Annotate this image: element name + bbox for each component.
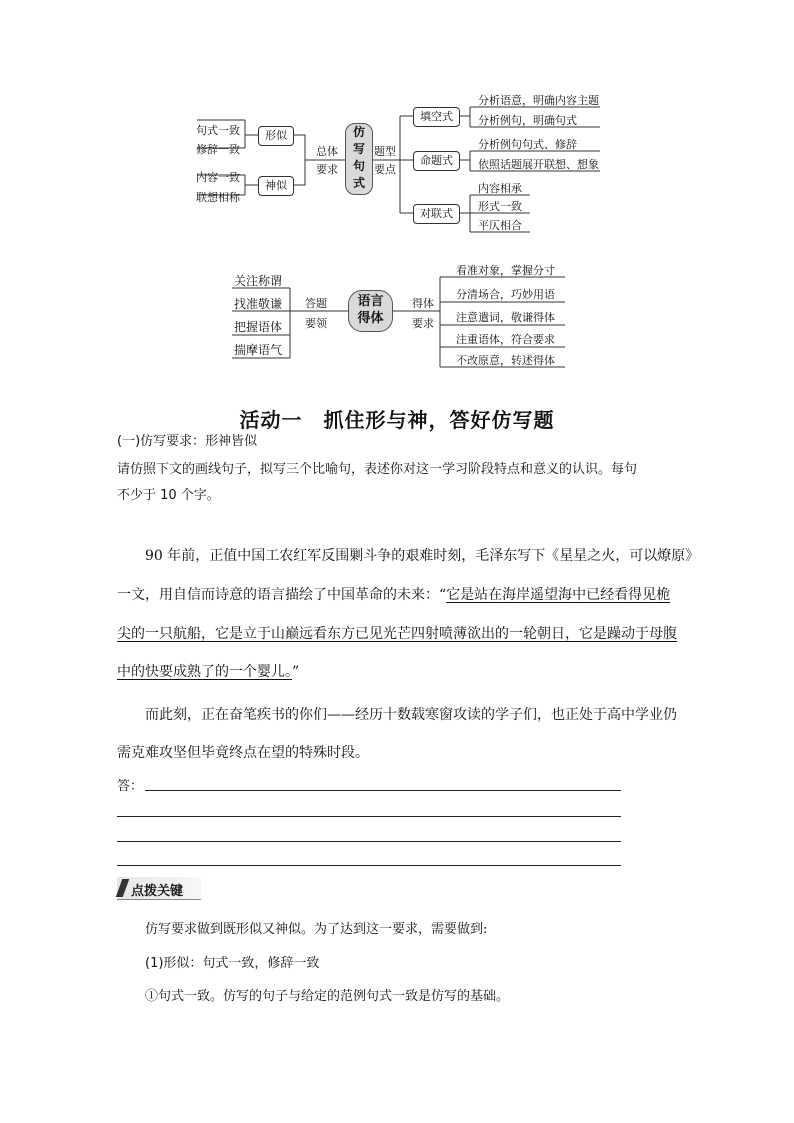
answer-label: 答： bbox=[117, 779, 144, 794]
right-item: 注重语体，符合要求 bbox=[456, 333, 555, 346]
left-req-label: 要领 bbox=[305, 317, 327, 330]
duilian-item: 平仄相合 bbox=[478, 219, 522, 232]
right-item: 分清场合，巧妙用语 bbox=[456, 288, 555, 301]
tip-line: ①句式一致。仿写的句子与给定的范例句式一致是仿写的基础。 bbox=[145, 989, 510, 1004]
left-item: 找准敬谦 bbox=[234, 297, 283, 311]
right-item: 不改原意，转述得体 bbox=[456, 354, 555, 367]
mindmap2-connectors bbox=[0, 0, 794, 380]
right-req-label: 得体 bbox=[412, 297, 434, 310]
center-node-deti bbox=[348, 290, 393, 332]
right-item: 看准对象，掌握分寸 bbox=[456, 264, 555, 277]
tip-line: (1)形似：句式一致，修辞一致 bbox=[145, 956, 320, 971]
instruction-line: 请仿照下文的画线句子，拟写三个比喻句，表述你对这一学习阶段特点和意义的认识。每句 bbox=[117, 462, 638, 477]
tag-marker-icon bbox=[116, 879, 130, 897]
node-xingsi: 形似 bbox=[258, 126, 294, 146]
answer-line[interactable] bbox=[117, 865, 621, 866]
answer-line[interactable] bbox=[145, 790, 621, 791]
node-shensi: 神似 bbox=[258, 176, 294, 196]
center-word: 得体 bbox=[357, 311, 384, 326]
left-item: 把握语体 bbox=[234, 320, 283, 334]
duilian-item: 形式一致 bbox=[478, 200, 522, 213]
left-req-label: 总体 bbox=[316, 145, 338, 158]
node-duilian: 对联式 bbox=[413, 204, 460, 224]
node-tiankong: 填空式 bbox=[413, 107, 460, 127]
para2-line: 而此刻，正在奋笔疾书的你们——经历十数载寒窗攻读的学子们，也正处于高中学业仍 bbox=[145, 707, 677, 723]
tip-label: 点拨关键 bbox=[131, 884, 184, 899]
left-req-label: 要求 bbox=[316, 163, 338, 176]
tiankong-item: 分析例句，明确句式 bbox=[478, 114, 577, 127]
xingsi-item: 修辞一致 bbox=[196, 143, 240, 156]
center-char: 仿 bbox=[352, 125, 365, 139]
mingti-item: 依照话题展开联想、想象 bbox=[478, 158, 599, 171]
shensi-item: 联想相称 bbox=[196, 191, 240, 204]
para1-line bbox=[117, 661, 682, 681]
tip-line: 仿写要求做到既形似又神似。为了达到这一要求，需要做到: bbox=[145, 922, 488, 937]
right-item: 注意遣词，敬谦得体 bbox=[456, 311, 555, 324]
instruction-line: 不少于 10 个字。 bbox=[117, 488, 220, 503]
center-char: 写 bbox=[352, 142, 365, 156]
para1-text: 一文，用自信而诗意的语言描绘了中国革命的未来：“ bbox=[117, 587, 447, 603]
answer-line[interactable] bbox=[117, 816, 621, 817]
left-item: 关注称谓 bbox=[234, 274, 283, 288]
underlined-sentence: 中的快要成熟了的一个婴儿。 bbox=[117, 664, 292, 680]
right-req-label: 要点 bbox=[374, 163, 396, 176]
shensi-item: 内容一致 bbox=[196, 171, 240, 184]
section-title: (一)仿写要求：形神皆似 bbox=[117, 434, 258, 449]
para2-line: 需克难攻坚但毕竟终点在望的特殊时段。 bbox=[117, 745, 369, 761]
center-char: 式 bbox=[352, 176, 365, 190]
tip-tag bbox=[117, 877, 201, 900]
tiankong-item: 分析语意，明确内容主题 bbox=[478, 94, 599, 107]
center-char: 句 bbox=[352, 159, 365, 173]
para1-line bbox=[117, 584, 682, 604]
underlined-sentence: 它是站在海岸遥望海中已经看得见桅 bbox=[446, 587, 671, 603]
mingti-item: 分析例句句式、修辞 bbox=[478, 138, 577, 151]
para1-line bbox=[117, 623, 682, 643]
underlined-sentence: 尖的一只航船，它是立于山巅远看东方已见光芒四射喷薄欲出的一轮朝日，它是躁动于母腹 bbox=[117, 626, 677, 642]
activity-heading: 活动一 抓住形与神，答好仿写题 bbox=[239, 408, 555, 432]
left-req-label: 答题 bbox=[305, 297, 327, 310]
para1-text: ” bbox=[292, 664, 300, 680]
para1-line: 90 年前，正值中国工农红军反围剿斗争的艰难时刻，毛泽东写下《星星之火，可以燎原》 bbox=[145, 548, 700, 564]
answer-line[interactable] bbox=[117, 841, 621, 842]
center-word: 语言 bbox=[357, 294, 384, 309]
node-mingti: 命题式 bbox=[413, 151, 460, 171]
right-req-label: 要求 bbox=[412, 317, 434, 330]
xingsi-item: 句式一致 bbox=[196, 124, 240, 137]
left-item: 揣摩语气 bbox=[234, 343, 283, 357]
right-req-label: 题型 bbox=[374, 145, 396, 158]
duilian-item: 内容相承 bbox=[478, 182, 522, 195]
